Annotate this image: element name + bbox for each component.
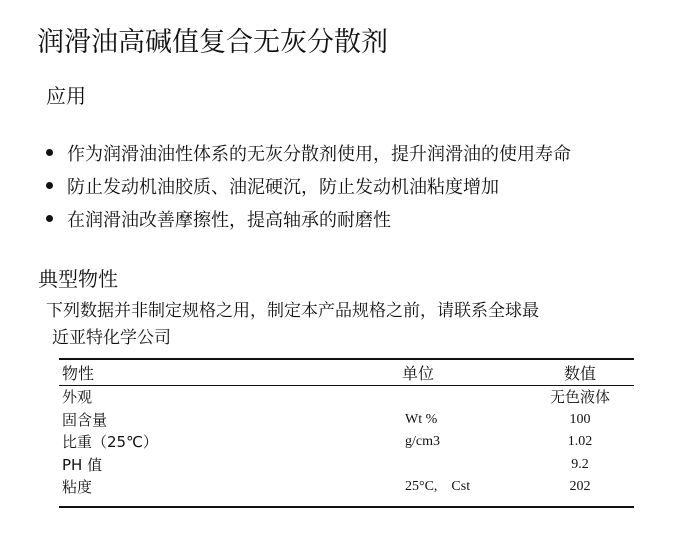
row-value: 100	[569, 412, 591, 427]
table-header-rule	[59, 385, 634, 386]
bullet-icon	[46, 182, 53, 189]
page-title: 润滑油高碱值复合无灰分散剂	[37, 27, 388, 58]
application-list	[38, 136, 571, 235]
row-unit: 25°C, Cst	[405, 479, 471, 494]
properties-heading: 典型物性	[38, 267, 118, 291]
table-bottom-rule	[59, 506, 634, 508]
list-item	[38, 202, 571, 235]
list-item-text: 防止发动机油胶质、油泥硬沉，防止发动机油粘度增加	[67, 176, 499, 198]
properties-note	[46, 298, 676, 352]
row-property: 固含量	[62, 411, 108, 429]
row-value: 无色液体	[549, 388, 610, 406]
row-property: 外观	[62, 388, 93, 406]
row-unit: Wt %	[405, 412, 438, 427]
bullet-icon	[46, 215, 53, 222]
row-property: PH 值	[62, 456, 103, 474]
list-item	[38, 136, 571, 169]
list-item-text: 在润滑油改善摩擦性，提高轴承的耐磨性	[67, 209, 391, 231]
bullet-icon	[46, 149, 53, 156]
list-item-text: 作为润滑油油性体系的无灰分散剂使用，提升润滑油的使用寿命	[67, 143, 571, 165]
header-unit: 单位	[402, 364, 435, 383]
row-property: 粘度	[62, 478, 93, 496]
application-heading: 应用	[46, 84, 86, 108]
row-value: 202	[569, 479, 591, 494]
row-property: 比重（25℃）	[62, 433, 158, 451]
row-unit: g/cm3	[405, 434, 440, 449]
row-value: 1.02	[567, 434, 593, 449]
table-top-rule	[59, 358, 634, 360]
header-value: 数值	[563, 364, 596, 383]
list-item	[38, 169, 571, 202]
header-property: 物性	[62, 364, 95, 383]
note-line-2: 近亚特化学公司	[52, 328, 171, 348]
note-line-1: 下列数据并非制定规格之用，制定本产品规格之前，请联系全球最	[46, 301, 539, 321]
row-value: 9.2	[571, 457, 589, 472]
